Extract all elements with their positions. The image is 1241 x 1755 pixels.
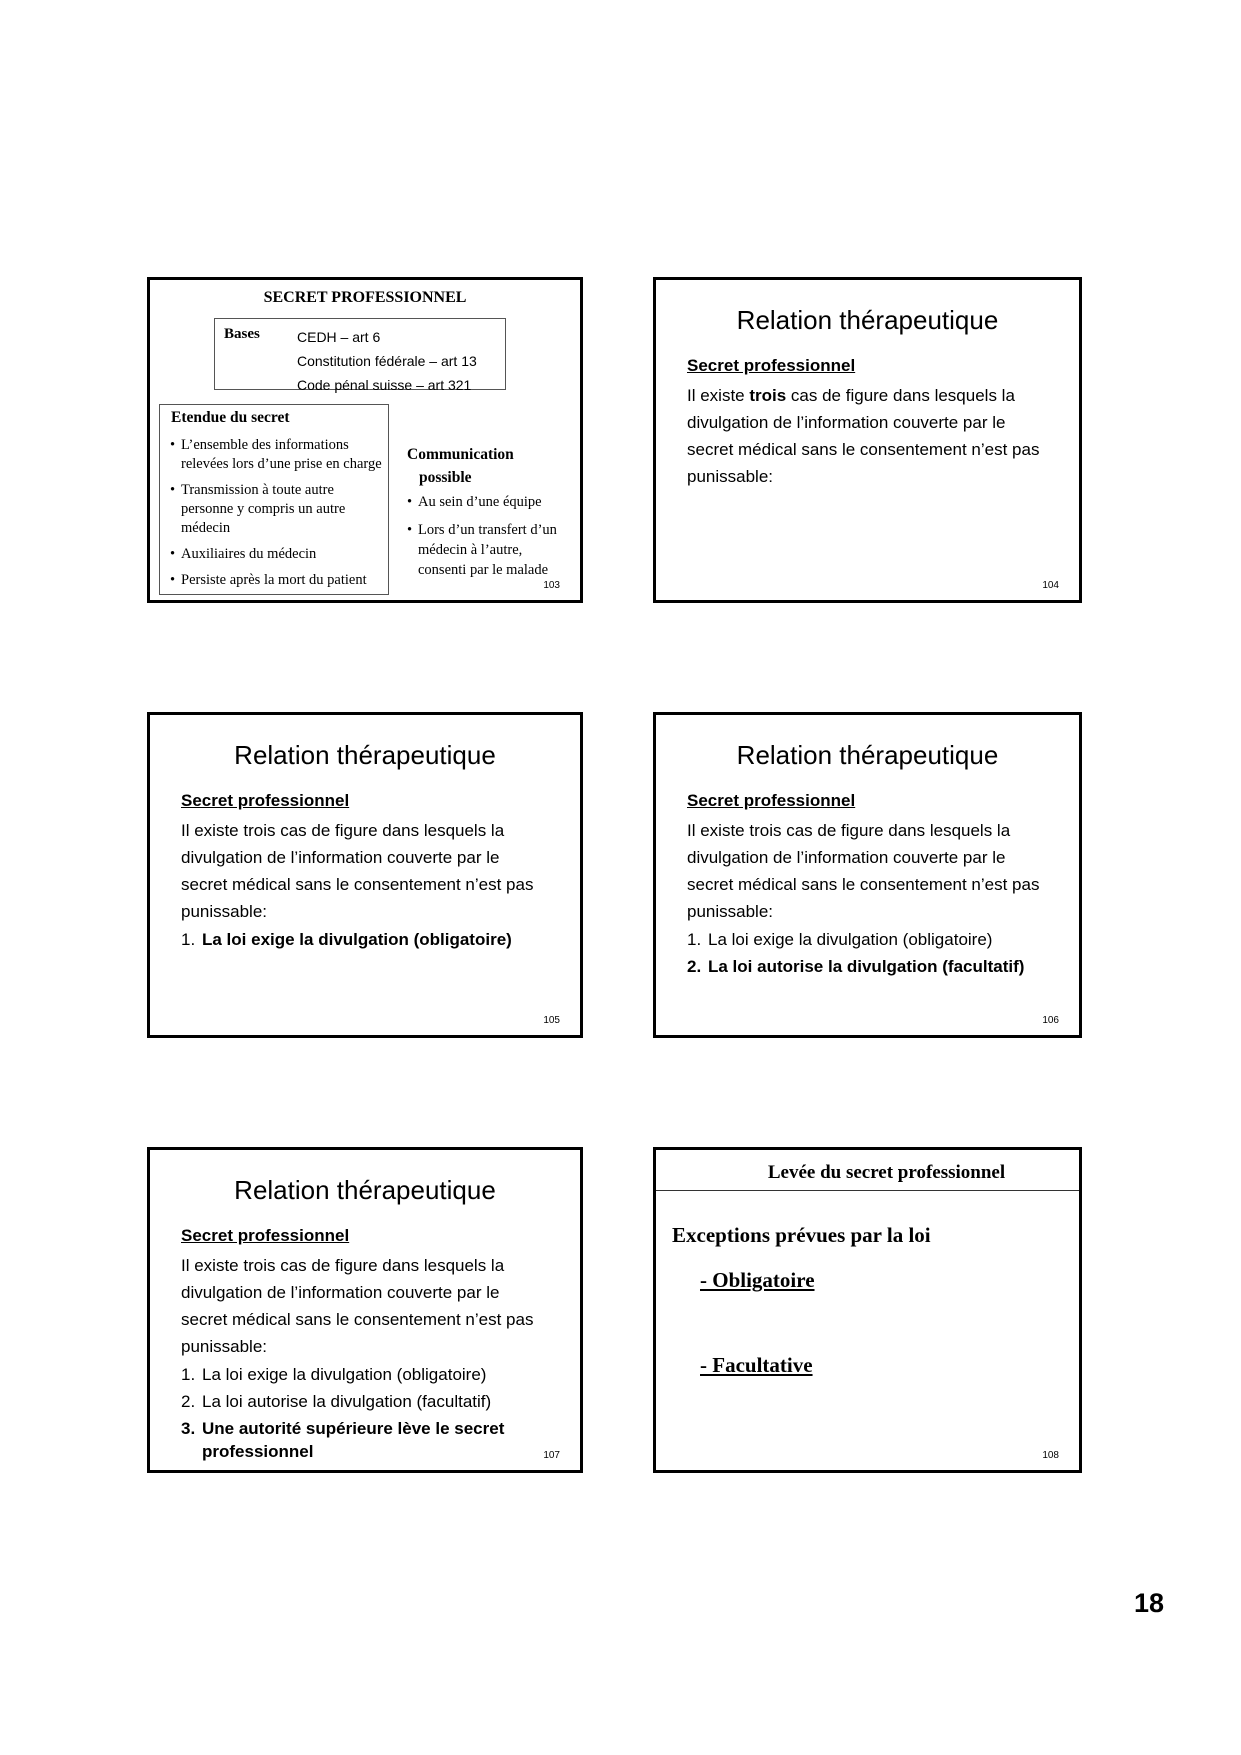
list-item: • Persiste après la mort du patient <box>170 571 387 590</box>
secret-professionnel-heading: Secret professionnel <box>181 1226 350 1245</box>
slide-103 <box>147 277 583 603</box>
list-item: • L’ensemble des informations relevées lors d’une prise en charge <box>170 436 387 474</box>
slide-title: Relation thérapeutique <box>234 1175 496 1205</box>
list-item: • Lors d’un transfert d’un médecin à l’autre, consenti par le malade <box>407 520 565 580</box>
secret-professionnel-heading: Secret professionnel <box>687 356 856 375</box>
numbered-list <box>687 928 1071 982</box>
intro-paragraph <box>687 382 1051 490</box>
list-item: • Transmission à toute autre personne y compris un autre médecin <box>170 481 387 538</box>
bases-item: Constitution fédérale – art 13 <box>297 353 477 369</box>
slide-page-number: 107 <box>543 1450 560 1461</box>
item-text: La loi autorise la divulgation (facultatif) <box>708 957 1025 976</box>
slide-105 <box>147 712 583 1038</box>
slide-page-number: 106 <box>1042 1015 1059 1026</box>
exception-item-obligatoire: - Obligatoire <box>700 1268 815 1292</box>
communication-title-line2: possible <box>419 469 472 486</box>
intro-paragraph: Il existe trois cas de figure dans lesquels la divulgation de l’information couverte par le secret médical sans le consentement n’est pas punissable: <box>687 821 1040 921</box>
slide-107 <box>147 1147 583 1473</box>
item-number: 1. <box>687 930 702 949</box>
slide-title: Levée du secret professionnel <box>767 1162 1006 1183</box>
list-item <box>181 1390 565 1413</box>
list-item: • Auxiliaires du médecin <box>170 545 387 564</box>
item-number: 1. <box>181 1365 196 1384</box>
item-text: La loi exige la divulgation (obligatoire) <box>202 930 512 949</box>
slide-104 <box>653 277 1082 603</box>
item-number: 2. <box>687 957 702 976</box>
intro-emphasis: trois <box>749 386 787 405</box>
list-item <box>181 1417 565 1463</box>
list-item: • Au sein d’une équipe <box>407 492 565 512</box>
etendue-du-secret-box <box>159 404 389 595</box>
bases-label: Bases <box>224 326 260 342</box>
numbered-list <box>181 928 565 955</box>
slide-page-number: 108 <box>1042 1450 1059 1461</box>
intro-paragraph: Il existe trois cas de figure dans lesquels la divulgation de l’information couverte par le secret médical sans le consentement n’est pas punissable: <box>181 1256 534 1356</box>
item-text: La loi exige la divulgation (obligatoire) <box>202 1365 487 1384</box>
item-text: La loi exige la divulgation (obligatoire) <box>708 930 993 949</box>
slide-title: Relation thérapeutique <box>234 740 496 770</box>
numbered-list <box>181 1363 565 1467</box>
slide-title: SECRET PROFESSIONNEL <box>263 289 467 306</box>
bases-item: CEDH – art 6 <box>297 329 381 345</box>
sheet-page-number: 18 <box>1134 1588 1165 1618</box>
etendue-title: Etendue du secret <box>171 409 290 426</box>
exception-item-facultative: - Facultative <box>700 1353 813 1377</box>
item-number: 1. <box>181 930 196 949</box>
intro-text: Il existe <box>687 386 750 405</box>
secret-professionnel-heading: Secret professionnel <box>687 791 856 810</box>
communication-section <box>407 443 573 588</box>
slide-title: Relation thérapeutique <box>736 305 999 335</box>
slide-108 <box>653 1147 1082 1473</box>
list-item <box>181 1363 565 1386</box>
title-divider <box>656 1190 1079 1191</box>
list-item <box>687 928 1071 951</box>
slide-title: Relation thérapeutique <box>736 740 999 770</box>
item-text: La loi autorise la divulgation (facultatif) <box>202 1392 492 1411</box>
communication-title <box>407 443 573 489</box>
bases-table <box>214 318 506 393</box>
slide-page-number: 103 <box>543 580 560 591</box>
item-number: 2. <box>181 1392 196 1411</box>
item-number: 3. <box>181 1419 196 1438</box>
item-text: Une autorité supérieure lève le secret professionnel <box>202 1419 505 1461</box>
bases-list <box>297 325 477 397</box>
communication-list <box>407 492 565 580</box>
exceptions-heading: Exceptions prévues par la loi <box>672 1223 931 1247</box>
slide-106 <box>653 712 1082 1038</box>
slide-page-number: 105 <box>543 1015 560 1026</box>
list-item <box>181 928 565 951</box>
intro-paragraph: Il existe trois cas de figure dans lesquels la divulgation de l’information couverte par le secret médical sans le consentement n’est pas punissable: <box>181 821 534 921</box>
bases-item: Code pénal suisse – art 321 <box>297 377 472 393</box>
intro-text: cas de figure dans lesquels la divulgation de l’information couverte par le secret médical sans le consentement n’est pas punissable: <box>687 386 1040 486</box>
secret-professionnel-heading: Secret professionnel <box>181 791 350 810</box>
communication-title-line1: Communication <box>407 446 514 463</box>
etendue-list <box>170 436 387 597</box>
list-item <box>687 955 1071 978</box>
slide-page-number: 104 <box>1042 580 1059 591</box>
